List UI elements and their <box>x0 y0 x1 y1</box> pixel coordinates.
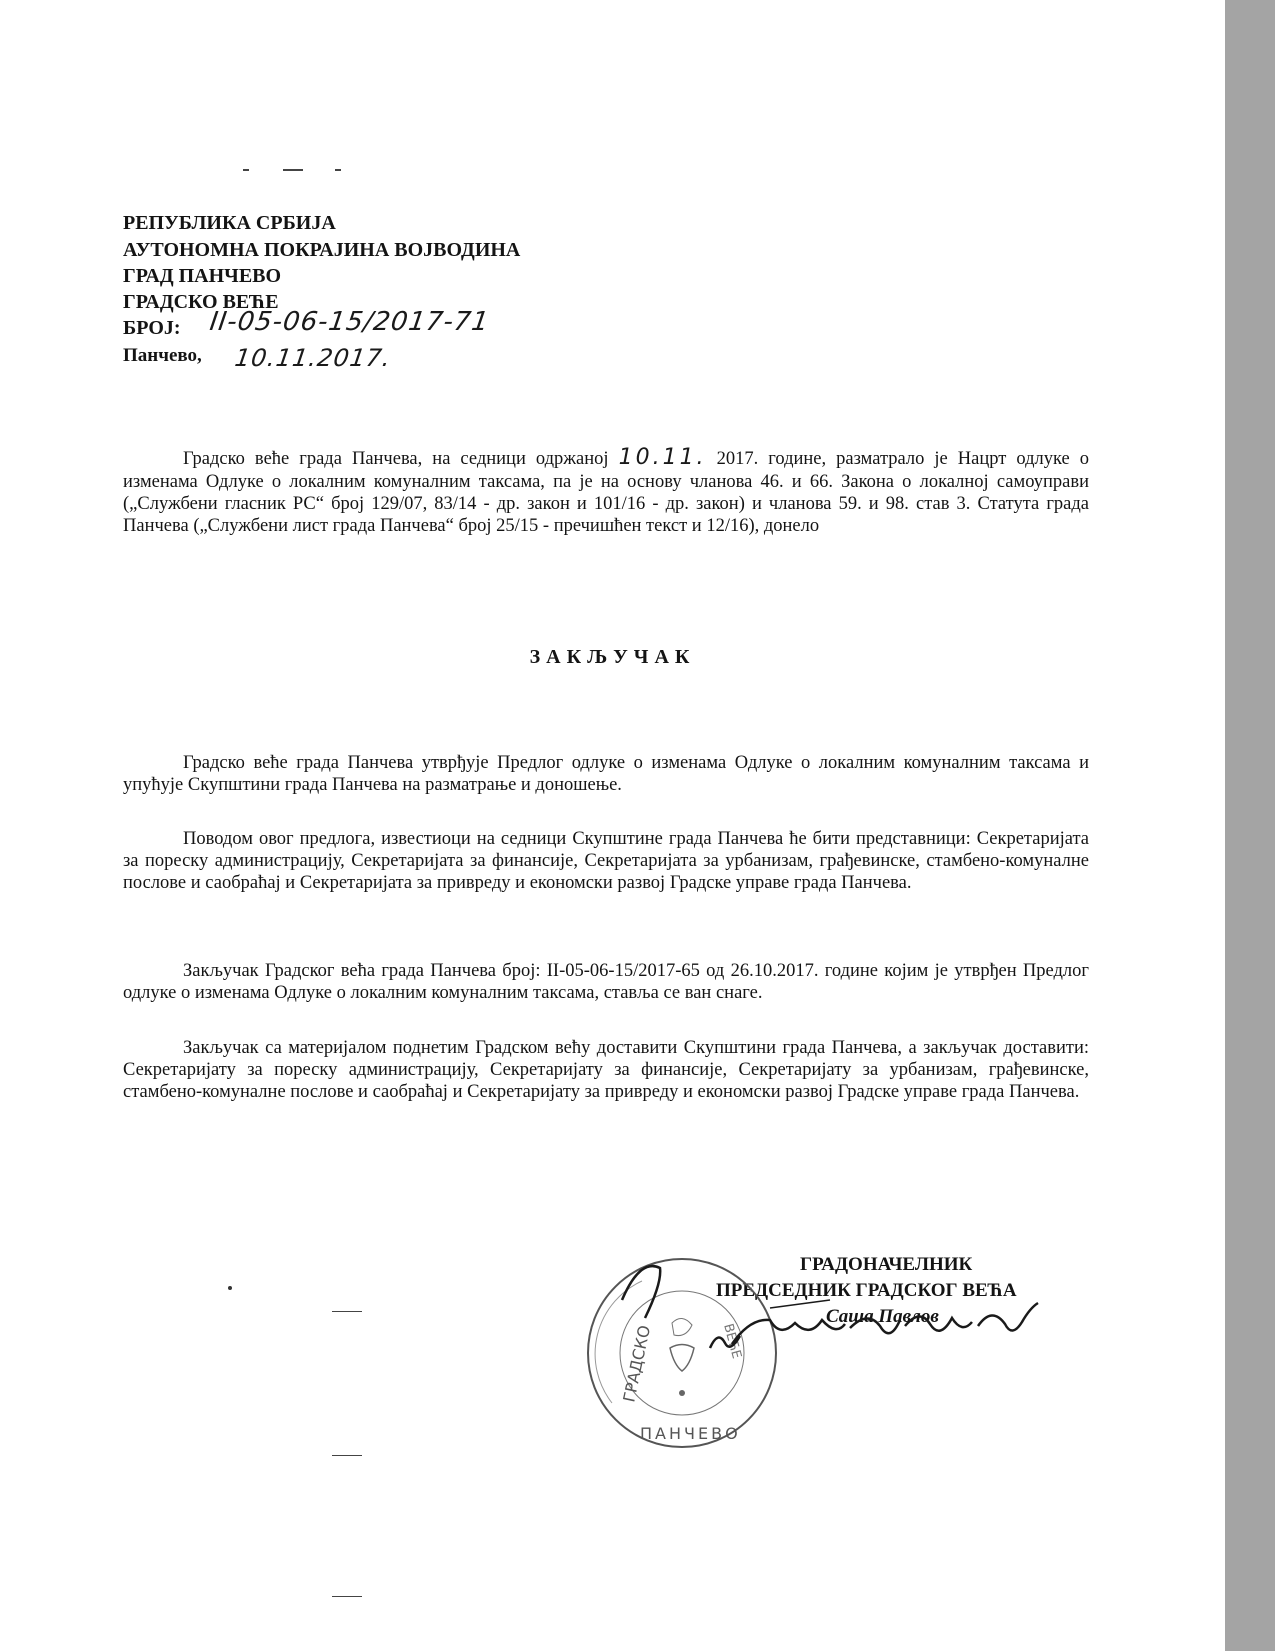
handwritten-signature <box>600 1248 1060 1361</box>
scan-artifact <box>228 1286 232 1290</box>
scan-artifact <box>283 169 303 171</box>
signature-title-president: ПРЕДСЕДНИК ГРАДСКОГ ВЕЋА <box>716 1280 1017 1301</box>
header-country: РЕПУБЛИКА СРБИЈА <box>123 212 336 234</box>
paragraph-4: Закључак са материјалом поднетим Градском већу доставити Скупштини града Панчева, а закључак доставити: Секретаријату за пореску администрацију, Секретаријату за финансије, Секретаријату за урбанизам, грађевинске, стамбено-комуналне послове и саобраћај и Секретаријату за привреду и економски развој Градске управе града Панчева. <box>123 1038 1089 1102</box>
signature-title-mayor: ГРАДОНАЧЕЛНИК <box>800 1254 973 1275</box>
intro-paragraph <box>123 445 1089 537</box>
paragraph-2: Поводом овог предлога, известиоци на седници Скупштине града Панчева ће бити представници: Секретаријата за пореску администрацију, Секретаријата за финансије, Секретаријата за урбанизам, грађевинске, стамбено-комуналне послове и саобраћај и Секретаријата за привреду и економски развој Градске управе града Панчева. <box>123 829 1089 893</box>
paragraph-3: Закључак Градског већа града Панчева број: II-05-06-15/2017-65 од 26.10.2017. године којим је утврђен Предлог одлуке о изменама Одлуке о локалним комуналним таксама, ставља се ван снаге. <box>123 961 1089 1003</box>
svg-text:ГРАДСКО: ГРАДСКО <box>619 1323 655 1404</box>
svg-text:ПАНЧЕВО: ПАНЧЕВО <box>640 1424 741 1443</box>
handwritten-number: II-05-06-15/2017-71 <box>207 307 492 337</box>
paragraph-1: Градско веће града Панчева утврђује Предлог одлуке о изменама Одлуке о локалним комуналним таксама и упућује Скупштини града Панчева на разматрање и доношење. <box>123 753 1089 795</box>
header-place-label: Панчево, <box>123 345 202 366</box>
handwritten-session-date: 10.11. <box>618 445 707 470</box>
scan-artifact <box>332 1311 362 1312</box>
scan-edge <box>1225 0 1275 1651</box>
scan-artifact <box>335 169 341 171</box>
header-province: АУТОНОМНА ПОКРАЈИНА ВОЈВОДИНА <box>123 239 521 261</box>
scan-artifact <box>243 169 249 171</box>
scan-artifact <box>332 1455 362 1456</box>
svg-text:ВЕЋЕ: ВЕЋЕ <box>720 1322 744 1361</box>
header-council: ГРАДСКО ВЕЋЕ <box>123 291 279 313</box>
header-city: ГРАД ПАНЧЕВО <box>123 265 282 287</box>
header-number-label: БРОЈ: <box>123 317 181 339</box>
scan-artifact <box>332 1596 362 1597</box>
document-title: ЗАКЉУЧАК <box>529 646 696 668</box>
handwritten-date: 10.11.2017. <box>233 344 394 372</box>
intro-before-date: Градско веће града Панчева, на седници одржаној <box>183 449 609 469</box>
signature-name: Саша Павлов <box>826 1306 939 1327</box>
intro-after-date: 2017. године, разматрало је Нацрт одлуке о изменама Одлуке о локалним комуналним таксама, па је на основу чланова 46. и 66. Закона о локалној самоуправи („Службени гласник РС“ број 129/07, 83/14 - др. закон и 101/16 - др. закон) и чланова 59. и 98. став 3. Статута града Панчева („Службени лист града Панчева“ број 25/15 - пречишћен текст и 12/16), донело <box>123 449 1090 536</box>
